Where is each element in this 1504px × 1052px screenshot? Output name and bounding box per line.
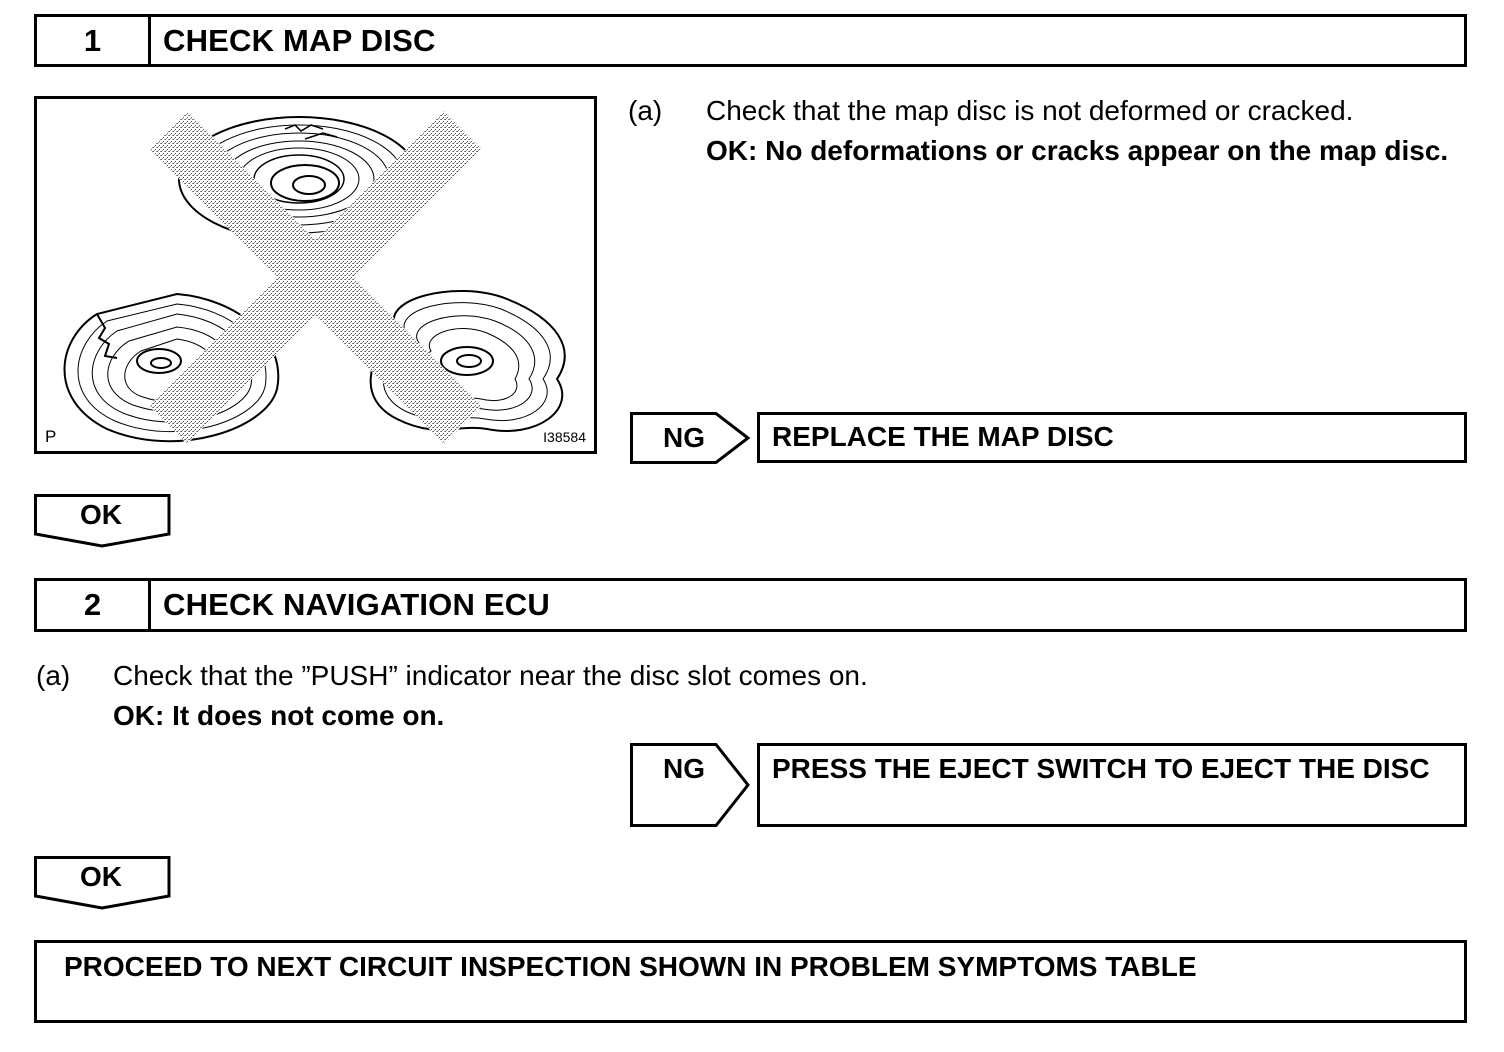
step-2-instruction-label: (a): [36, 660, 71, 691]
step-2-instruction: [36, 656, 1036, 740]
step-2-title: CHECK NAVIGATION ECU: [163, 587, 550, 622]
figure-id: I38584: [543, 429, 586, 445]
step-1-ok-criteria: OK: No deformations or cracks appear on the map disc.: [706, 135, 1449, 166]
step-1-number: 1: [37, 17, 151, 64]
step-1-ng-tag: [630, 412, 754, 464]
step-1-title: CHECK MAP DISC: [163, 22, 436, 58]
step-1-header: [34, 14, 1467, 67]
step-2-number: 2: [37, 581, 151, 629]
step-2-ok-label: OK: [80, 861, 122, 892]
step-1-ok-label: OK: [80, 499, 122, 530]
final-instruction-box: PROCEED TO NEXT CIRCUIT INSPECTION SHOWN IN PROBLEM SYMPTOMS TABLE: [34, 940, 1467, 1023]
step-2-ok-tag: [34, 856, 172, 910]
damaged-disc-drawing: [37, 99, 594, 451]
step-1-ng-label: NG: [663, 422, 705, 453]
step-2-ng-result: PRESS THE EJECT SWITCH TO EJECT THE DISC: [757, 743, 1467, 827]
step-2-ng-tag: [630, 743, 754, 827]
step-1-ng-result: REPLACE THE MAP DISC: [757, 412, 1467, 463]
step-1-instruction-text: Check that the map disc is not deformed or cracked.: [706, 95, 1354, 126]
step-2-instruction-text: Check that the ”PUSH” indicator near the disc slot comes on.: [113, 660, 868, 691]
step-2-header: [34, 578, 1467, 632]
step-2-ng-label: NG: [663, 753, 705, 784]
step-1-ok-tag: [34, 494, 172, 548]
step-2-ok-criteria: OK: It does not come on.: [113, 700, 445, 731]
step-1-instruction: [628, 91, 1468, 221]
map-disc-illustration: [34, 96, 597, 454]
step-1-instruction-label: (a): [628, 95, 663, 126]
figure-corner-label: P: [45, 427, 57, 446]
prohibition-x-icon: [149, 111, 482, 444]
